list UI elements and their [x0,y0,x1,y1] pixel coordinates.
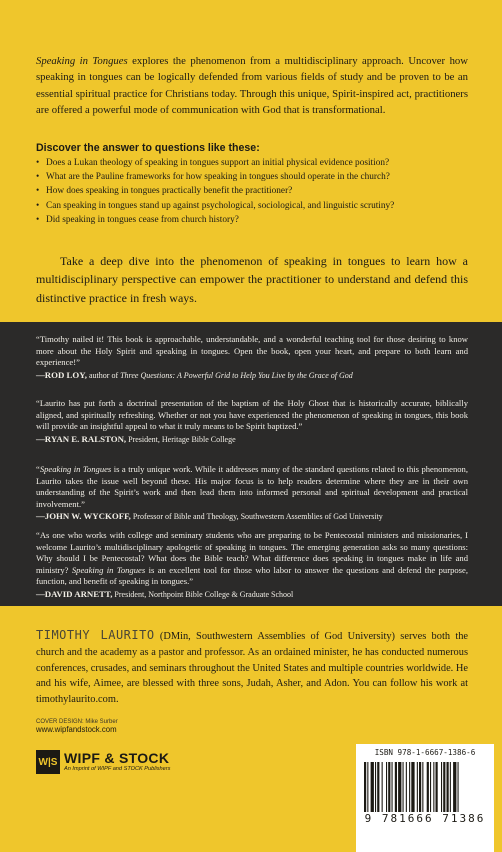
questions-list [36,156,476,227]
barcode-bars-icon [364,762,486,812]
endorsement-quote: “Timothy nailed it! This book is approachable, understandable, and a wonderful teaching tool for those desiring to know more about the Holy Spirit and speaking in tongues. Open the book, open your heart, and prepare to both learn and experience!” [36,334,468,368]
open-quote: “ [36,464,40,474]
bullet: • [36,200,40,211]
book-title-italic: Speaking in Tongues [36,54,128,67]
endorsement-quote: “Laurito has put forth a doctrinal presentation of the baptism of the Holy Ghost that is historically accurate, biblically aligned, and spiritually refreshing. Whether or not you have experienced the phenomenon of speaking in tongues, this book will provide an insightful appeal to what it truly means to be Spirit baptized.” [36,398,468,432]
endorser-name: —JOHN W. WYCKOFF, [36,511,131,522]
question-text: What are the Pauline frameworks for how speaking in tongues should operate in the church? [46,172,390,183]
bullet: • [36,172,40,183]
endorser-name: —ROD LOY, [36,369,87,380]
endorser-book-title: Three Questions: A Powerful Grid to Help You Live by the Grace of God [120,370,353,380]
question-item [36,199,476,213]
author-bio-text: (DMin, Southwestern Assemblies of God University) serves both the church and the academy as a pastor and professor. As an ordained minister, he has conducted numerous conferences, crusades, and seminars throughout the United States and multiple countries worldwide. He and his wife, Aimee, are blessed with three sons, Judah, Asher, and Adon. You can follow his work at timothylaurito.com. [36,631,469,705]
quote-text: is a truly unique work. While it addresses many of the standard questions related to this phenomenon, Laurito takes the issue well beyond these. His major focus is to help readers determine where they are in their own understanding of the Spirit’s work and then lead them into informed personal and spiritual development and practical involvement.” [36,464,468,509]
publisher-tagline: An Imprint of WIPF and STOCK Publishers [64,766,171,772]
endorser-role: President, Northpoint Bible College & Graduate School [112,589,294,599]
description-section [0,0,502,322]
description-body: explores the phenomenon from a multidisciplinary approach. Uncover how speaking in tongues can be logically defended from various fields of study and be proven to be an essential spiritual practice for Christians today. Through this unique, Spirit-inspired act, practitioners are offered a powerful mode of communication with God that is transformational. [36,54,468,117]
endorsement-quote [36,464,468,510]
endorsement-quote [36,530,468,588]
endorser-role: Professor of Bible and Theology, Southwestern Assemblies of God University [130,512,383,522]
bullet: • [36,186,40,197]
endorser-name: —RYAN E. RALSTON, [36,433,127,444]
quote-text: is an excellent tool for those who labor to answer the questions and defend the purpose, function, and benefit of speaking in tongues.” [36,564,468,587]
publisher-logo [36,748,170,776]
question-item [36,213,476,227]
endorsement-4 [36,530,468,601]
book-description [36,53,468,119]
isbn-text: ISBN 978-1-6667-1386-6 [374,748,476,757]
endorsement-3 [36,464,468,523]
bullet: • [36,158,40,168]
endorsement-attribution [36,434,468,446]
endorser-name: —DAVID ARNETT, [36,588,113,599]
question-item [36,156,476,170]
author-bio [36,628,468,707]
endorsement-attribution [36,589,468,601]
question-item [36,184,476,198]
question-text: Did speaking in tongues cease from church history? [46,214,239,225]
bullet: • [36,214,40,225]
endorsement-1 [36,334,468,381]
deep-dive-paragraph: Take a deep dive into the phenomenon of speaking in tongues to learn how a multidisciplinary perspective can empower the practitioner to understand and defend this distinctive practice in fresh ways. [36,254,468,305]
endorsement-2 [36,398,468,445]
endorsement-attribution [36,370,468,382]
endorser-role: author of [87,370,121,380]
barcode-digits: 9 781666 71386 [364,812,486,825]
endorsement-attribution [36,511,468,523]
quote-book-title: Speaking in Tongues [39,464,112,474]
publisher-name: WIPF & STOCK [64,750,170,766]
questions-heading: Discover the answer to questions like these: [36,142,260,154]
publisher-mark-icon: W|S [36,750,60,774]
barcode [356,744,494,852]
question-text: Does a Lukan theology of speaking in tongues support an initial physical evidence position? [46,158,390,168]
credits [36,718,118,734]
quote-text: “As one who works with college and seminary students who are preparing to be Pentecostal ministers and missionaries, I welcome Laurito’s multidisciplinary apologetic of speaking in tongues. The emerging generation asks so many questions: Why should I be Pentecostal? What does the Bible teach? What difference does speaking in tongues make in life and ministry? [36,530,468,575]
question-text: Can speaking in tongues stand up against psychological, sociological, and linguistic scrutiny? [46,200,395,211]
endorser-role: President, Heritage Bible College [126,434,236,444]
author-section [0,606,502,825]
quote-book-title: Speaking in Tongues [71,564,146,575]
question-text: How does speaking in tongues practically benefit the practitioner? [46,186,293,197]
author-name: TIMOTHY LAURITO [36,628,155,643]
cover-design-credit: COVER DESIGN: Mike Surber [36,719,118,725]
endorsements-panel [0,322,502,606]
question-item [36,170,476,184]
publisher-website: www.wipfandstock.com [36,725,117,734]
